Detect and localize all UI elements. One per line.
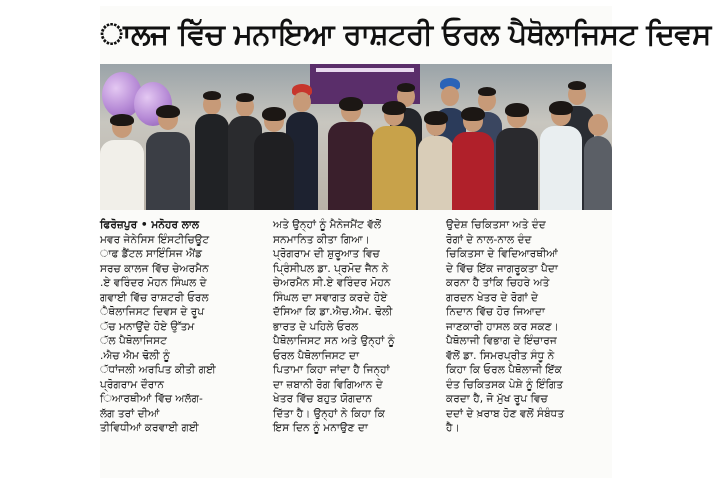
person <box>146 104 190 210</box>
person <box>372 100 416 210</box>
group-photo <box>100 64 612 210</box>
person <box>540 100 582 210</box>
article-column-1 <box>100 218 266 478</box>
article-body <box>100 218 612 478</box>
article-column-2 <box>273 218 439 478</box>
article-column-1-text: ਮਵਰ ਜੇਨੇਸਿਸ ਇੰਸਟੀਚਿਊਟ ਾਫ ਡੈਂਟਲ ਸਾਇੰਸਿਜ ਐਂਡ ਸਰਚ ਕਾਲਜ ਵਿੱਚ ਚੇਅਰਮੈਨ .ਏ ਵਰਿੰਦਰ ਮੋਹਨ ਸਿੰਘਲ ਦੇ ਗਵਾਈ ਵਿੱਚ ਰਾਸ਼ਟਰੀ ਓਰਲ ੈਥੋਲਾਜਿਸਟ ਦਿਵਸ ਦੇ ਰੂਪ ੱਚ ਮਨਾਉਂਦੇ ਹੋਏ ਉੱਤਮ ੱਲ ਪੈਥੋਲਾਜਿਸਟ .ਐਚ ਐਮ ਢੋਲੀ ਨੂੰ ੱਧਾਂਜਲੀ ਅਰਪਿਤ ਕੀਤੀ ਗਈ ਪ੍ਰੋਗਰਾਮ ਦੌਰਾਨ ਿਆਰਥੀਆਂ ਵਿੱਚ ਅਲੱਗ- ਲੱਗ ਤਰਾਂ ਦੀਆਂ ਤੀਵਿਧੀਆਂ ਕਰਵਾਈ ਗਈ <box>100 233 216 434</box>
person <box>496 102 538 210</box>
article-column-3-text: ਉਦੇਸ਼ ਚਿਕਿਤਸਾ ਅਤੇ ਦੰਦ ਰੋਗਾਂ ਦੇ ਨਾਲ-ਨਾਲ ਦੰਦ ਚਿਕਿਤਸਾ ਦੇ ਵਿਦਿਆਰਥੀਆਂ ਦੇ ਵਿੱਚ ਇੱਕ ਜਾਗਰੂਕਤਾ ਪੈਦਾ ਕਰਨਾ ਹੈ ਤਾਂਕਿ ਚਿਹਰੇ ਅਤੇ ਗਰਦਨ ਖੇਤਰ ਦੇ ਰੋਗਾਂ ਦੇ ਨਿਦਾਨ ਵਿੱਚ ਹੋਰ ਜਿਆਦਾ ਜਾਣਕਾਰੀ ਹਾਸਲ ਕਰ ਸਕਣ। ਪੈਥੋਲਾਜੀ ਵਿਭਾਗ ਦੇ ਇੰਚਾਰਜ ਵੱਲੋਂ ਡਾ. ਸਿਮਰਪ੍ਰੀਤ ਸੰਧੂ ਨੇ ਕਿਹਾ ਕਿ ਓਰਲ ਪੈਥੋਲਾਜੀ ਇੱਕ ਦੰਤ ਚਿਕਿਤਸਕ ਪੇਸ਼ੇ ਨੂੰ ਇੰਗਿਤ ਕਰਦਾ ਹੈ, ਜੋ ਮੁੱਖ ਰੂਪ ਵਿਚ ਦਦਾਂ ਦੇ ਖ਼ਰਾਬ ਹੋਣ ਵਲੋਂ ਸੰਬੰਧਤ ਹੈ। <box>446 219 565 434</box>
person <box>195 82 229 210</box>
person <box>418 110 454 210</box>
person <box>584 110 612 210</box>
article-byline: ਫਿਰੋਜ਼ਪੁਰ • ਮਨੋਹਰ ਲਾਲ <box>100 219 200 231</box>
article-column-3 <box>446 218 612 478</box>
article-headline: ਾਲਜ ਵਿੱਚ ਮਨਾਇਆ ਰਾਸ਼ਟਰੀ ਓਰਲ ਪੈਥੋਲਾਜਿਸਟ ਦਿਵਸ <box>100 17 711 51</box>
person <box>100 114 144 210</box>
news-clipping <box>100 6 711 478</box>
person <box>452 106 494 210</box>
person <box>254 106 294 210</box>
article-column-2-text: ਅਤੇ ਉਨ੍ਹਾਂ ਨੂੰ ਮੈਨੇਜਮੈਂਟ ਵੱਲੋਂ ਸਨਮਾਨਿਤ ਕੀਤਾ ਗਿਆ। ਪ੍ਰੋਗਰਾਮ ਦੀ ਸ਼ੁਰੂਆਤ ਵਿਚ ਪ੍ਰਿੰਸੀਪਲ ਡਾ. ਪ੍ਰਮੋਦ ਜੈਨ ਨੇ ਚੇਅਰਮੈਨ ਸੀ.ਏ ਵਰਿੰਦਰ ਮੋਹਨ ਸਿੰਘਲ ਦਾ ਸਵਾਗਤ ਕਰਦੇ ਹੋਏ ਦੱਸਿਆ ਕਿ ਡਾ.ਐਚ.ਐਮ. ਢੋਲੀ ਭਾਰਤ ਦੇ ਪਹਿਲੇ ਓਰਲ ਪੈਥੋਲਾਜਿਸਟ ਸਨ ਅਤੇ ਉਨ੍ਹਾਂ ਨੂੰ ਓਰਲ ਪੈਥੋਲਾਜਿਸਟ ਦਾ ਪਿਤਾਮਾ ਕਿਹਾ ਜਾਂਦਾ ਹੈ ਜਿਨ੍ਹਾਂ ਦਾ ਜ਼ਬਾਨੀ ਰੋਗ ਵਿਗਿਆਨ ਦੇ ਖੇਤਰ ਵਿੱਚ ਬਹੁਤ ਯੋਗਦਾਨ ਦਿੱਤਾ ਹੈ। ਉਨ੍ਹਾਂ ਨੇ ਕਿਹਾ ਕਿ ਇਸ ਦਿਨ ਨੂੰ ਮਨਾਉਣ ਦਾ <box>273 219 395 434</box>
person <box>328 96 374 210</box>
banner-lettering <box>316 68 414 72</box>
